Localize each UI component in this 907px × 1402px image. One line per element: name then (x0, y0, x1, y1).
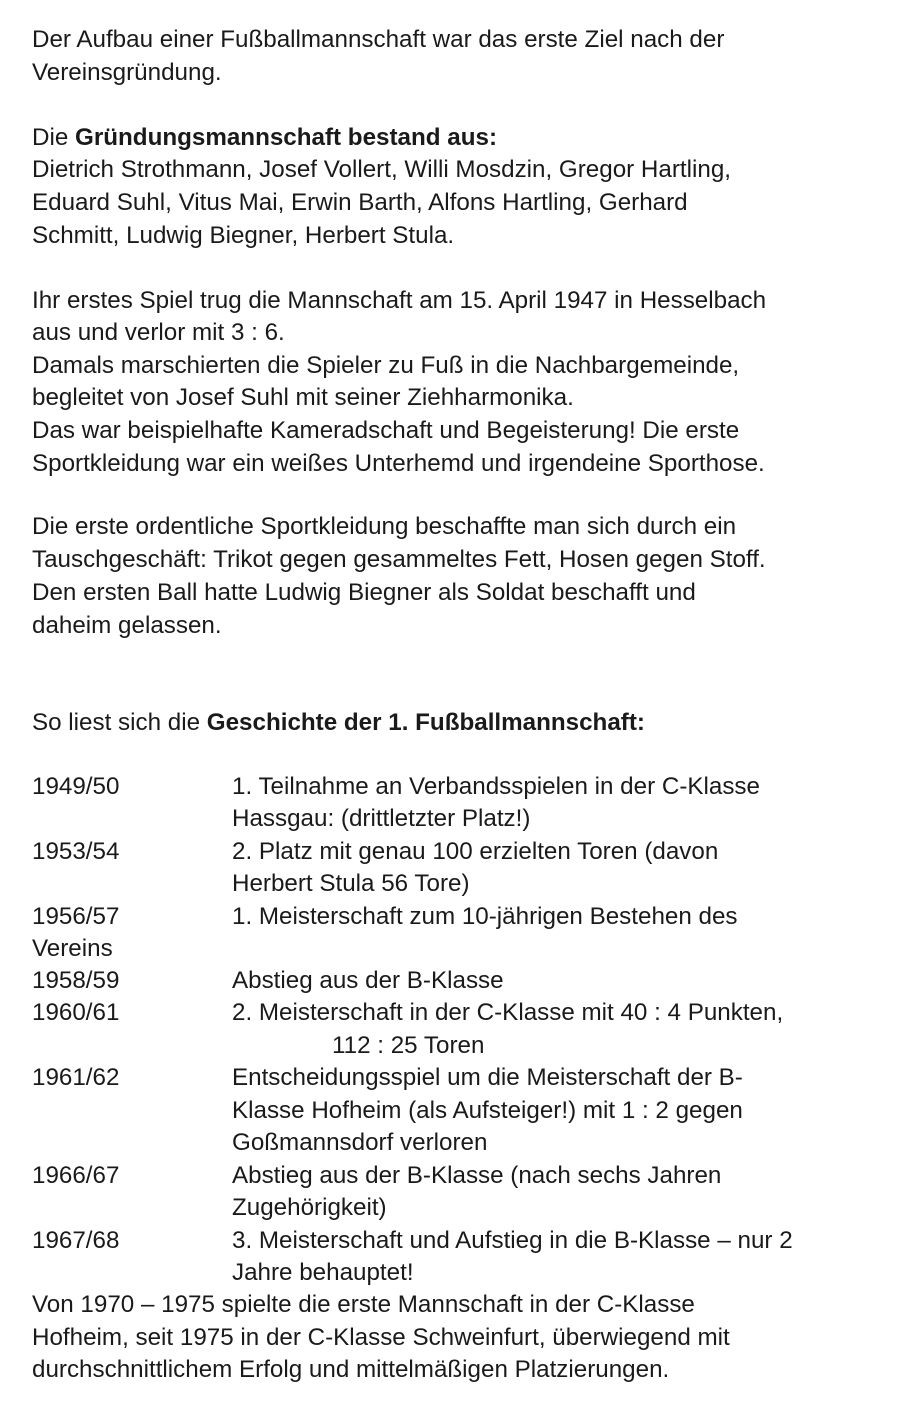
timeline-desc-1956-a: 1. Meisterschaft zum 10-jährigen Bestehen des (232, 903, 738, 930)
history-heading-lead: So liest sich die (32, 709, 207, 736)
timeline-desc-1960-b: 112 : 25 Toren (332, 1032, 485, 1059)
history-heading (32, 708, 645, 738)
first-game-line-3: Damals marschierten die Spieler zu Fuß in die Nachbargemeinde, (32, 352, 740, 379)
timeline-desc-1961-c: Goßmannsdorf verloren (232, 1129, 488, 1156)
closing-line-3: durchschnittlichem Erfolg und mittelmäßigen Platzierungen. (32, 1356, 670, 1383)
timeline-year-1967: 1967/68 (32, 1227, 120, 1254)
timeline-desc-1960-a: 2. Meisterschaft in der C-Klasse mit 40 : 4 Punkten, (232, 999, 784, 1026)
timeline-desc-1966-a: Abstieg aus der B-Klasse (nach sechs Jahren (232, 1162, 722, 1189)
timeline-year-1949: 1949/50 (32, 773, 120, 800)
kit-line-3: Den ersten Ball hatte Ludwig Biegner als Soldat beschafft und (32, 579, 696, 606)
timeline-desc-1949-a: 1. Teilnahme an Verbandsspielen in der C-Klasse (232, 773, 760, 800)
timeline-year-1956: 1956/57 (32, 903, 120, 930)
founding-line-2: Eduard Suhl, Vitus Mai, Erwin Barth, Alfons Hartling, Gerhard (32, 189, 688, 216)
founding-heading (32, 123, 497, 153)
founding-heading-bold: Gründungsmannschaft bestand aus: (75, 124, 497, 151)
timeline-desc-1949-b: Hassgau: (drittletzter Platz!) (232, 805, 531, 832)
timeline-year-1961: 1961/62 (32, 1064, 120, 1091)
kit-line-2: Tauschgeschäft: Trikot gegen gesammeltes Fett, Hosen gegen Stoff. (32, 546, 766, 573)
timeline-desc-1953-b: Herbert Stula 56 Tore) (232, 870, 470, 897)
timeline-desc-1961-b: Klasse Hofheim (als Aufsteiger!) mit 1 : 2 gegen (232, 1097, 743, 1124)
timeline-year-1966: 1966/67 (32, 1162, 120, 1189)
timeline-year-1960: 1960/61 (32, 999, 120, 1026)
timeline-year-1953: 1953/54 (32, 838, 120, 865)
timeline-desc-1967-b: Jahre behauptet! (232, 1259, 414, 1286)
founding-heading-lead: Die (32, 124, 76, 151)
timeline-desc-1953-a: 2. Platz mit genau 100 erzielten Toren (davon (232, 838, 719, 865)
timeline-desc-1961-a: Entscheidungsspiel um die Meisterschaft der B- (232, 1064, 743, 1091)
first-game-line-1: Ihr erstes Spiel trug die Mannschaft am 15. April 1947 in Hesselbach (32, 287, 767, 314)
founding-line-1: Dietrich Strothmann, Josef Vollert, Willi Mosdzin, Gregor Hartling, (32, 156, 731, 183)
timeline-desc-1966-b: Zugehörigkeit) (232, 1194, 387, 1221)
closing-line-2: Hofheim, seit 1975 in der C-Klasse Schweinfurt, überwiegend mit (32, 1324, 730, 1351)
timeline-desc-1958-a: Abstieg aus der B-Klasse (232, 967, 504, 994)
first-game-line-5: Das war beispielhafte Kameradschaft und Begeisterung! Die erste (32, 417, 740, 444)
first-game-line-6: Sportkleidung war ein weißes Unterhemd und irgendeine Sporthose. (32, 450, 765, 477)
timeline-year-1956-cont: Vereins (32, 935, 113, 962)
intro-line-1: Der Aufbau einer Fußballmannschaft war das erste Ziel nach der (32, 26, 725, 53)
timeline-desc-1967-a: 3. Meisterschaft und Aufstieg in die B-Klasse – nur 2 (232, 1227, 793, 1254)
kit-line-4: daheim gelassen. (32, 612, 222, 639)
first-game-line-4: begleitet von Josef Suhl mit seiner Ziehharmonika. (32, 384, 574, 411)
timeline-year-1958: 1958/59 (32, 967, 120, 994)
kit-line-1: Die erste ordentliche Sportkleidung beschaffte man sich durch ein (32, 513, 737, 540)
closing-line-1: Von 1970 – 1975 spielte die erste Mannschaft in der C-Klasse (32, 1291, 695, 1318)
founding-line-3: Schmitt, Ludwig Biegner, Herbert Stula. (32, 222, 455, 249)
first-game-line-2: aus und verlor mit 3 : 6. (32, 319, 285, 346)
history-heading-bold: Geschichte der 1. Fußballmannschaft: (206, 709, 645, 736)
intro-line-2: Vereinsgründung. (32, 59, 222, 86)
